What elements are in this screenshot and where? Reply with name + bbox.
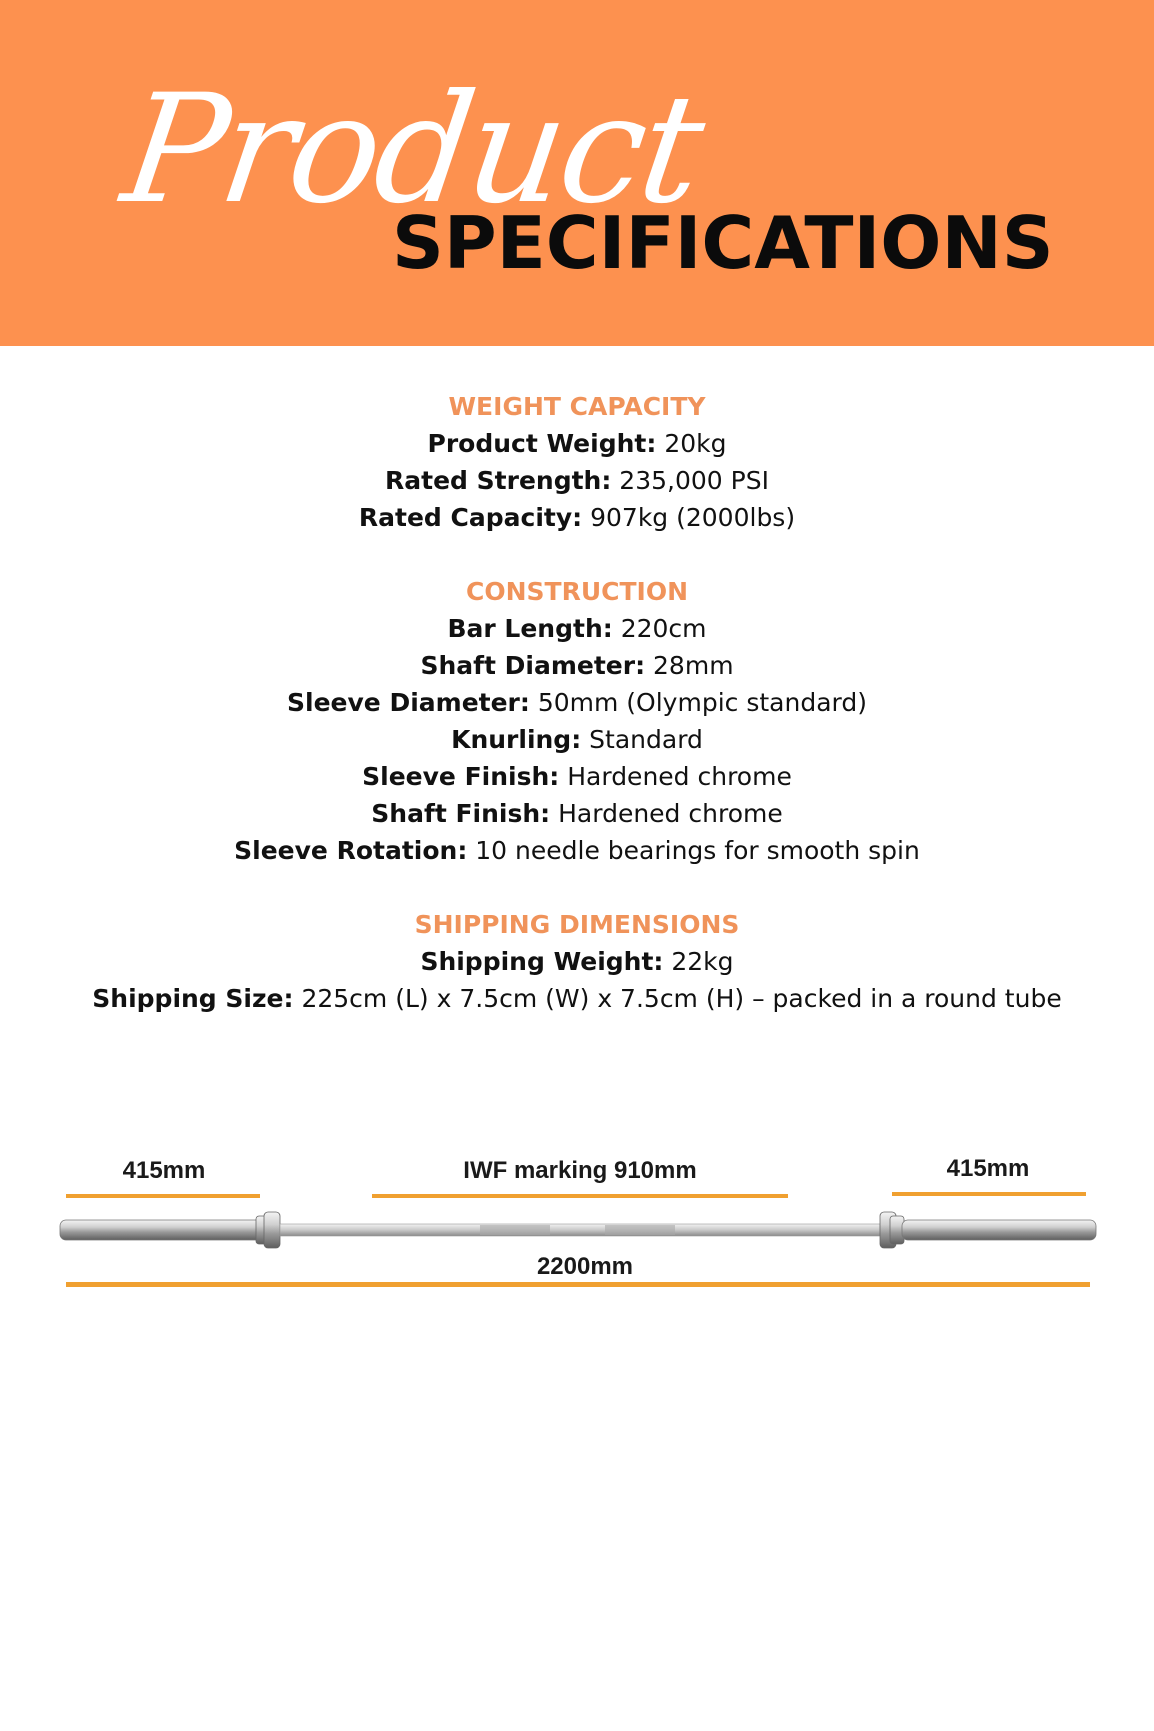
spec-label: Knurling:: [451, 725, 582, 754]
right-sleeve-label: 415mm: [946, 1155, 1030, 1182]
spec-value: 235,000 PSI: [619, 466, 769, 495]
spec-value: Hardened chrome: [567, 762, 792, 791]
spec-label: Shipping Weight:: [420, 947, 664, 976]
center-marking-label: IWF marking 910mm: [463, 1157, 697, 1184]
spec-label: Bar Length:: [447, 614, 613, 643]
spec-row: [0, 499, 1154, 536]
spec-value: 28mm: [653, 651, 734, 680]
section-shipping-dimensions: [0, 906, 1154, 1017]
spec-row: [0, 980, 1154, 1017]
page-title: SPECIFICATIONS: [392, 201, 1054, 285]
section-title: CONSTRUCTION: [465, 577, 688, 606]
spec-label: Product Weight:: [427, 429, 657, 458]
spec-row: [0, 758, 1154, 795]
spec-value: 225cm (L) x 7.5cm (W) x 7.5cm (H) – packed in a round tube: [301, 984, 1062, 1013]
spec-label: Shaft Diameter:: [420, 651, 646, 680]
section-weight-capacity: [0, 388, 1154, 536]
section-title: SHIPPING DIMENSIONS: [414, 910, 740, 939]
spec-value: Hardened chrome: [558, 799, 783, 828]
spec-row: [0, 425, 1154, 462]
center-marking-dimension-line: [372, 1194, 788, 1198]
spec-value: 20kg: [664, 429, 727, 458]
spec-label: Sleeve Diameter:: [287, 688, 530, 717]
spec-row: [0, 943, 1154, 980]
script-title: Product: [113, 63, 711, 237]
spec-content: [0, 388, 1154, 1054]
spec-row: [0, 684, 1154, 721]
spec-label: Rated Strength:: [385, 466, 612, 495]
spec-value: 10 needle bearings for smooth spin: [475, 836, 920, 865]
barbell-image: [60, 1212, 1096, 1248]
barbell-diagram: [50, 1148, 1104, 1308]
total-length-label: 2200mm: [536, 1253, 634, 1280]
spec-value: Standard: [589, 725, 703, 754]
spec-label: Shaft Finish:: [371, 799, 551, 828]
spec-row: [0, 832, 1154, 869]
right-sleeve-dimension-line: [892, 1192, 1086, 1196]
header-banner: [0, 0, 1154, 346]
left-sleeve-label: 415mm: [122, 1157, 206, 1184]
total-length-dimension-line: [66, 1282, 1090, 1287]
spec-label: Sleeve Finish:: [362, 762, 560, 791]
spec-row: [0, 647, 1154, 684]
spec-label: Sleeve Rotation:: [234, 836, 468, 865]
spec-row: [0, 610, 1154, 647]
section-title: WEIGHT CAPACITY: [448, 392, 706, 421]
left-sleeve-dimension-line: [66, 1194, 260, 1198]
spec-row: [0, 721, 1154, 758]
spec-value: 907kg (2000lbs): [590, 503, 796, 532]
section-construction: [0, 573, 1154, 869]
spec-value: 50mm (Olympic standard): [537, 688, 867, 717]
spec-row: [0, 795, 1154, 832]
spec-value: 220cm: [620, 614, 707, 643]
spec-label: Rated Capacity:: [358, 503, 583, 532]
spec-row: [0, 462, 1154, 499]
spec-value: 22kg: [671, 947, 734, 976]
spec-label: Shipping Size:: [92, 984, 294, 1013]
